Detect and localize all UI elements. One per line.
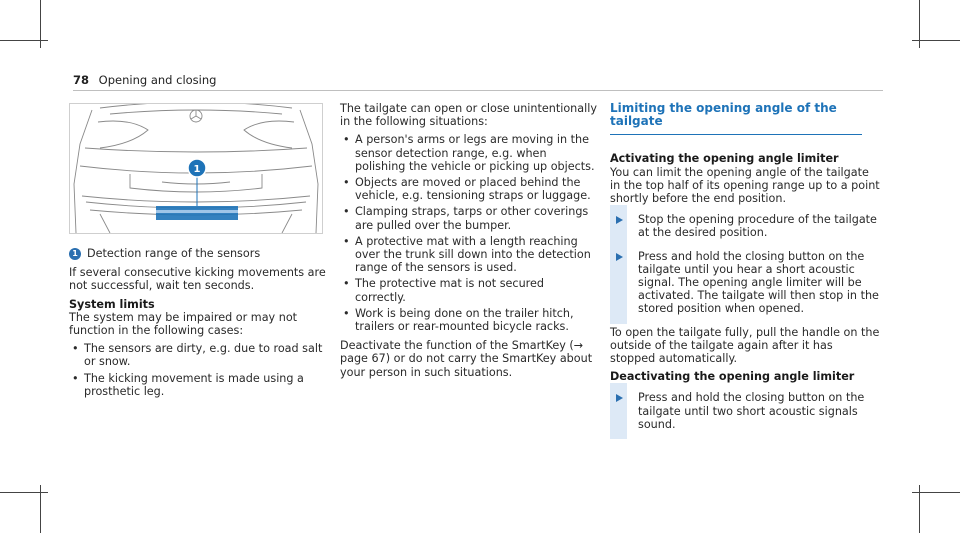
step-arrow-icon bbox=[616, 253, 623, 261]
step-arrow-icon bbox=[616, 216, 623, 224]
vehicle-rear-drawing bbox=[70, 104, 322, 233]
instruction-step bbox=[610, 250, 880, 316]
paragraph: If several consecutive kicking movements are not successful, wait ten seconds. bbox=[69, 266, 326, 293]
step-arrow-icon bbox=[616, 394, 623, 402]
crop-mark bbox=[912, 40, 960, 41]
step-text: Stop the opening procedure of the tailgate at the desired position. bbox=[638, 213, 877, 240]
list-item: • A person's arms or legs are moving in the sensor detection range, e.g. when polishing the vehicle or picking up objects. bbox=[340, 133, 598, 173]
paragraph: You can limit the opening angle of the tailgate in the top half of its opening range up to a point shortly before the end position. bbox=[610, 165, 880, 206]
caption-text: Detection range of the sensors bbox=[87, 247, 261, 260]
vehicle-rear-illustration bbox=[69, 103, 323, 234]
list-item: • The sensors are dirty, e.g. due to road salt or snow. bbox=[69, 342, 327, 368]
bullet-list bbox=[340, 133, 598, 333]
crop-mark bbox=[0, 40, 48, 41]
step-bar bbox=[610, 383, 627, 439]
column-1 bbox=[69, 247, 327, 404]
subheading-deactivating: Deactivating the opening angle limiter bbox=[610, 370, 855, 384]
section-title: Limiting the opening angle of the tailgate bbox=[610, 102, 862, 135]
list-item: • The kicking movement is made using a prosthetic leg. bbox=[69, 372, 327, 398]
subheading-system-limits: System limits bbox=[69, 297, 155, 311]
paragraph: To open the tailgate fully, pull the handle on the outside of the tailgate again after it has stopped automatically. bbox=[610, 325, 880, 366]
step-text: Press and hold the closing button on the tailgate until two short acoustic signals sound. bbox=[638, 391, 865, 431]
bullet-list bbox=[69, 342, 327, 398]
crop-mark bbox=[0, 492, 48, 493]
paragraph: Deactivate the function of the SmartKey (→ page 67) or do not carry the SmartKey about your person in such situations. bbox=[340, 339, 593, 379]
list-item: • Clamping straps, tarps or other coverings are pulled over the bumper. bbox=[340, 205, 598, 231]
caption-marker: 1 bbox=[69, 248, 81, 260]
list-item: • Objects are moved or placed behind the vehicle, e.g. tensioning straps or luggage. bbox=[340, 176, 598, 202]
column-2 bbox=[340, 102, 598, 384]
crop-mark bbox=[912, 492, 960, 493]
paragraph: The tailgate can open or close unintentionally in the following situations: bbox=[340, 102, 597, 129]
figure-caption bbox=[69, 247, 327, 260]
instruction-step bbox=[610, 213, 880, 239]
instruction-step bbox=[610, 391, 880, 431]
header-rule bbox=[73, 90, 883, 91]
callout-number: 1 bbox=[193, 164, 201, 175]
star-logo-icon bbox=[190, 110, 202, 122]
paragraph: The system may be impaired or may not function in the following cases: bbox=[69, 310, 298, 338]
subheading-activating: Activating the opening angle limiter bbox=[610, 152, 839, 166]
list-item: • The protective mat is not secured correctly. bbox=[340, 277, 598, 303]
list-item: • Work is being done on the trailer hitch, trailers or rear-mounted bicycle racks. bbox=[340, 307, 598, 333]
page-header bbox=[73, 73, 216, 87]
page-title: Opening and closing bbox=[98, 73, 217, 87]
step-text: Press and hold the closing button on the tailgate until you hear a short acoustic signal. The opening angle limiter will be activated. The tailgate will then stop in the stored position when opened. bbox=[638, 249, 879, 316]
list-item: • A protective mat with a length reaching over the trunk sill down into the detection range of the sensors is used. bbox=[340, 235, 598, 275]
callout-marker bbox=[188, 159, 206, 177]
column-3 bbox=[610, 102, 880, 441]
page-number: 78 bbox=[73, 73, 90, 87]
